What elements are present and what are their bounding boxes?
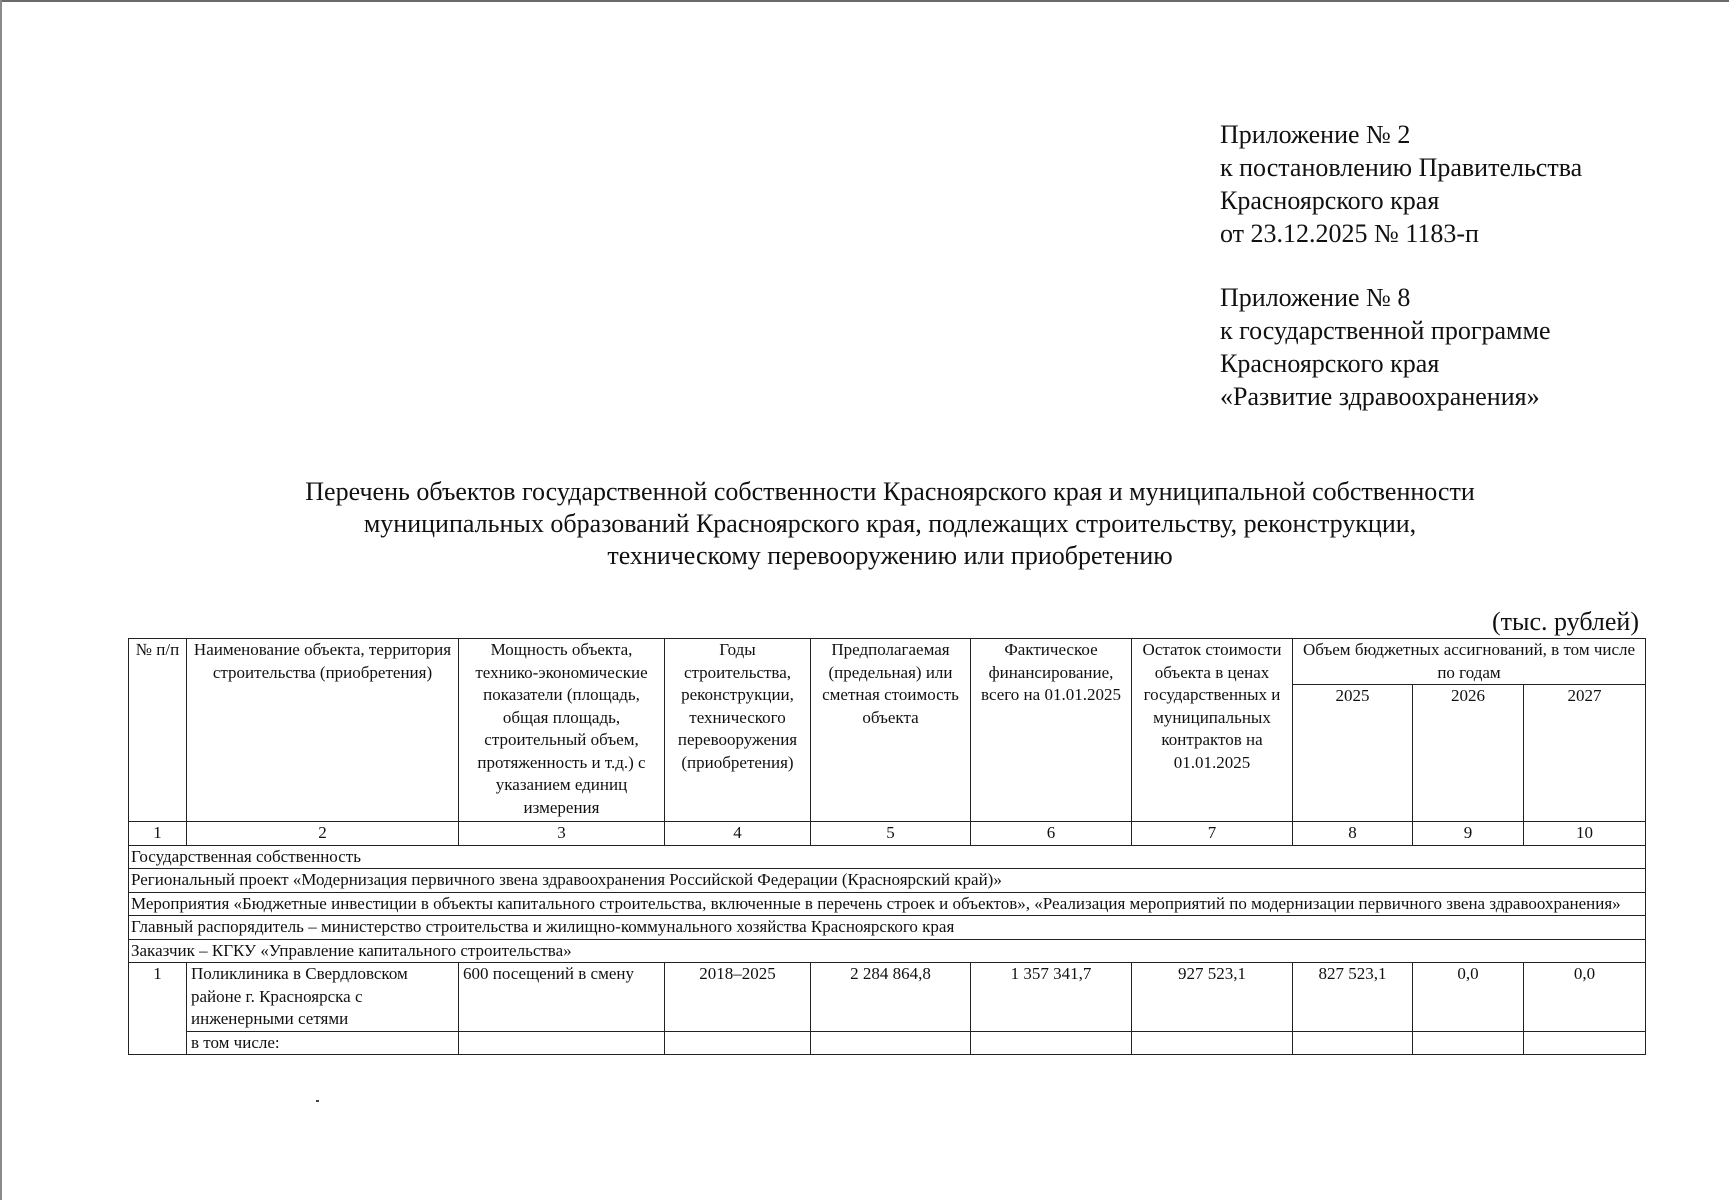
- section-row: [129, 939, 1646, 963]
- page-edge-left: [0, 0, 2, 1200]
- empty-cell: [971, 1031, 1132, 1055]
- annex-2-block: [1220, 118, 1582, 250]
- column-number-row: [129, 822, 1646, 846]
- empty-cell: [459, 1031, 665, 1055]
- annex-8-line: «Развитие здравоохранения»: [1220, 382, 1540, 411]
- row-2027: 0,0: [1524, 963, 1646, 1032]
- annex-2-line: Красноярского края: [1220, 186, 1440, 215]
- empty-cell: [1524, 1031, 1646, 1055]
- table-header-row: [129, 639, 1646, 685]
- column-number: 2: [187, 822, 459, 846]
- page-edge-top: [0, 0, 1729, 2]
- annex-8-line: к государственной программе: [1220, 316, 1551, 345]
- row-remaining: 927 523,1: [1132, 963, 1293, 1032]
- annex-8-line: Красноярского края: [1220, 349, 1440, 378]
- title-line: техническому перевооружению или приобретению: [607, 541, 1173, 570]
- header-no: № п/п: [129, 639, 187, 822]
- title-line: муниципальных образований Красноярского края, подлежащих строительству, реконструкции,: [363, 509, 1417, 538]
- header-name: Наименование объекта, территория строительства (приобретения): [187, 639, 459, 822]
- column-number: 1: [129, 822, 187, 846]
- annex-8-line: Приложение № 8: [1220, 283, 1411, 312]
- section-row: [129, 916, 1646, 940]
- row-name: Поликлиника в Свердловском районе г. Красноярска с инженерными сетями: [187, 963, 459, 1032]
- empty-cell: [1132, 1031, 1293, 1055]
- section-customer: Заказчик – КГКУ «Управление капитального строительства»: [129, 939, 1646, 963]
- table-row-including: [129, 1031, 1646, 1055]
- annex-2-line: к постановлению Правительства: [1220, 153, 1583, 182]
- column-number: 9: [1413, 822, 1524, 846]
- row-years: 2018–2025: [665, 963, 811, 1032]
- column-number: 7: [1132, 822, 1293, 846]
- row-2026: 0,0: [1413, 963, 1524, 1032]
- section-row: [129, 869, 1646, 893]
- column-number: 8: [1293, 822, 1413, 846]
- title-line: Перечень объектов государственной собственности Красноярского края и муниципальной собственности: [305, 477, 1475, 506]
- section-manager: Главный распорядитель – министерство строительства и жилищно-коммунального хозяйства Красноярского края: [129, 916, 1646, 940]
- section-row: [129, 845, 1646, 869]
- including-label: в том числе:: [187, 1031, 459, 1055]
- row-financed: 1 357 341,7: [971, 963, 1132, 1032]
- header-year-2025: 2025: [1293, 685, 1413, 822]
- header-financed: Фактическое финансирование, всего на 01.01.2025: [971, 639, 1132, 822]
- section-project: Региональный проект «Модернизация первичного звена здравоохранения Российской Федерации (Красноярский край)»: [129, 869, 1646, 893]
- header-remaining: Остаток стоимости объекта в ценах государственных и муниципальных контрактов на 01.01.2025: [1132, 639, 1293, 822]
- column-number: 3: [459, 822, 665, 846]
- row-2025: 827 523,1: [1293, 963, 1413, 1032]
- header-budget: Объем бюджетных ассигнований, в том числе по годам: [1293, 639, 1646, 685]
- column-number: 4: [665, 822, 811, 846]
- scan-speck: [316, 1100, 319, 1102]
- header-years: Годы строительства, реконструкции, технического перевооружения (приобретения): [665, 639, 811, 822]
- section-ownership: Государственная собственность: [129, 845, 1646, 869]
- section-row: [129, 892, 1646, 916]
- units-label: (тыс. рублей): [1491, 607, 1639, 636]
- header-capacity: Мощность объекта, технико-экономические показатели (площадь, общая площадь, строительный объем, протяженность и т.д.) с указанием единиц измерения: [459, 639, 665, 822]
- row-cost: 2 284 864,8: [811, 963, 971, 1032]
- table-row: [129, 963, 1646, 1032]
- empty-cell: [665, 1031, 811, 1055]
- column-number: 6: [971, 822, 1132, 846]
- section-measures: Мероприятия «Бюджетные инвестиции в объекты капитального строительства, включенные в перечень строек и объектов», «Реализация мероприятий по модернизации первичного звена здравоохранения»: [129, 892, 1646, 916]
- column-number: 10: [1524, 822, 1646, 846]
- row-capacity: 600 посещений в смену: [459, 963, 665, 1032]
- empty-cell: [1293, 1031, 1413, 1055]
- column-number: 5: [811, 822, 971, 846]
- empty-cell: [1413, 1031, 1524, 1055]
- empty-cell: [811, 1031, 971, 1055]
- annex-8-block: [1220, 281, 1551, 413]
- annex-2-line: от 23.12.2025 № 1183-п: [1220, 219, 1479, 248]
- header-cost: Предполагаемая (предельная) или сметная стоимость объекта: [811, 639, 971, 822]
- annex-2-line: Приложение № 2: [1220, 120, 1411, 149]
- objects-table: [128, 638, 1646, 1055]
- row-no: 1: [129, 963, 187, 1055]
- header-year-2027: 2027: [1524, 685, 1646, 822]
- header-year-2026: 2026: [1413, 685, 1524, 822]
- document-title: [130, 476, 1650, 572]
